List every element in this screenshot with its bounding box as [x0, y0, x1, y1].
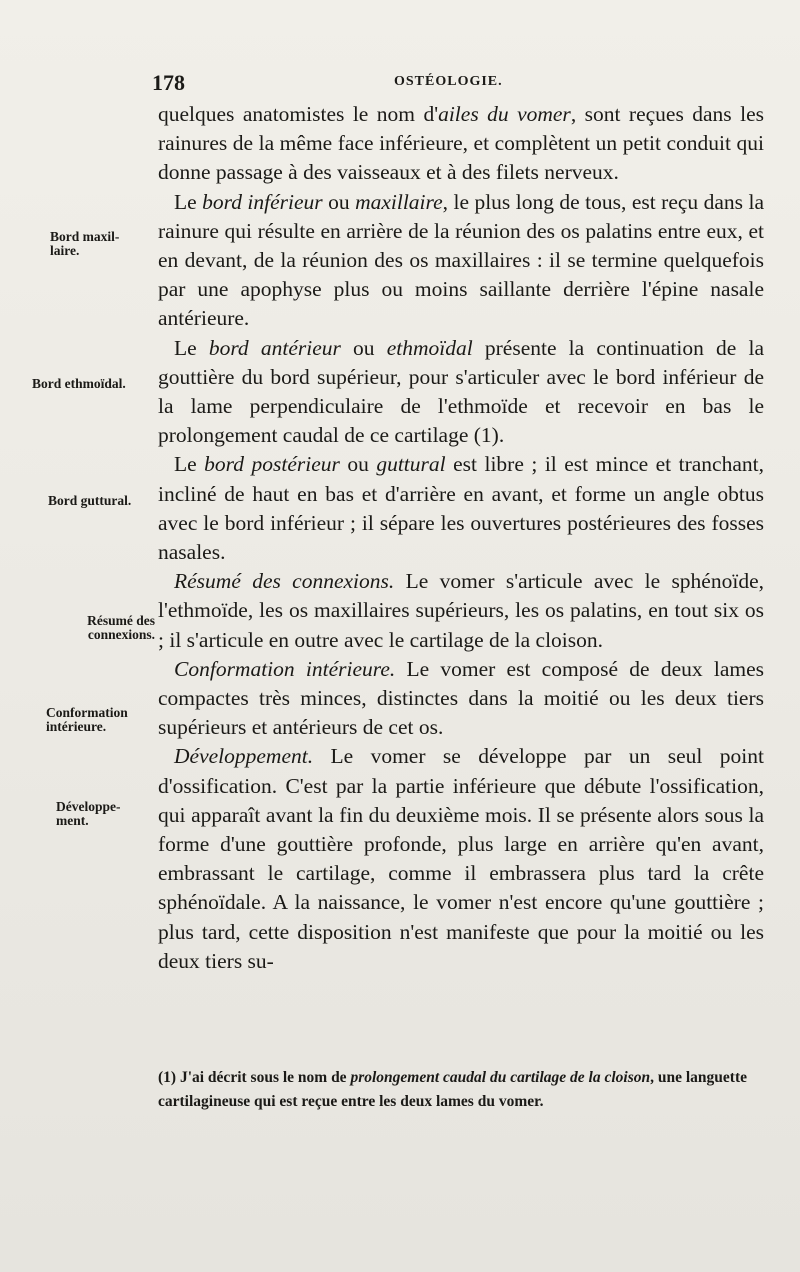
margin-note-conformation: Conformation intérieure.	[46, 705, 128, 734]
footnote-text	[158, 1066, 770, 1114]
margin-note-bord-ethmoidal: Bord ethmoïdal.	[32, 376, 126, 391]
italic-heading: Résumé des connexions.	[174, 569, 395, 594]
margin-notes	[0, 0, 160, 1272]
footnote	[158, 1066, 770, 1114]
paragraph-bord-posterieur	[158, 450, 764, 567]
italic-term: bord antérieur	[208, 335, 341, 360]
italic-heading: Conformation intérieure.	[174, 656, 396, 681]
text-run: Le vomer se développe par un seul point d'ossification. C'est par la partie inférieure que débute l'ossification, qui apparaît avant la fin du deuxième mois. Il se présente alors sous la forme d'une gouttière profonde, plus large en arrière qu'en avant, embrassant le cartilage, comme il embrassera plus tard la crête sphénoïdale. A la naissance, le vomer n'est encore qu'une gouttière ; plus tard, cette disposition n'est manifeste que pour la moitié ou les deux tiers su-	[158, 744, 764, 973]
text-run: présente la continuation de la gouttière du bord supérieur, pour s'articuler avec le bord inférieur de la lame perpendiculaire de l'ethmoïde et recevoir en bas le prolongement caudal de ce cartilage (1).	[158, 335, 765, 448]
paragraph-conformation-interieure	[158, 655, 764, 743]
margin-note-bord-maxillaire: Bord maxil- laire.	[50, 229, 120, 258]
italic-term: guttural	[376, 452, 446, 477]
page-header	[152, 70, 762, 96]
body-text	[158, 100, 764, 976]
text-run: Le	[174, 452, 205, 477]
italic-term: maxillaire	[355, 189, 443, 214]
page-number: 178	[152, 70, 185, 95]
margin-note-developpement: Développe- ment.	[56, 799, 121, 828]
text-run: quelques anatomistes le nom d'	[158, 102, 439, 126]
italic-term: ethmoïdal	[386, 335, 473, 360]
running-head: OSTÉOLOGIE.	[394, 74, 503, 89]
paragraph-bord-inferieur	[158, 188, 764, 334]
italic-term: prolongement caudal du cartilage de la cloison	[350, 1069, 651, 1086]
text-run: ou	[339, 452, 377, 477]
paragraph-bord-anterieur	[158, 334, 764, 451]
text-run: Le	[174, 335, 209, 360]
text-run: Le	[174, 189, 203, 214]
margin-note-resume-connexions: Résumé des connexions.	[87, 613, 155, 642]
text-run: ou	[340, 335, 387, 360]
text-run: , le plus long de tous, est reçu dans la rainure qui résulte en arrière de la réunion des os palatins entre eux, et en devant, de la réunion des os maxillaires : il se termine quelquefois par une apophyse plus ou moins saillante derrière l'épine nasale antérieure.	[158, 189, 764, 331]
paragraph-ailes-du-vomer	[158, 100, 764, 188]
text-run: (1) J'ai décrit sous le nom de	[158, 1069, 351, 1086]
text-run: est libre ; il est mince et tranchant, incliné de haut en bas et d'arrière en avant, et forme un angle obtus avec le bord inférieur ; il sépare les ouvertures postérieures des fosses nasales.	[158, 452, 764, 565]
text-run: Le vomer est composé de deux lames compactes très minces, distinctes dans la moitié ou les deux tiers supérieurs et antérieurs de cet os.	[158, 656, 764, 740]
italic-heading: Développement.	[174, 744, 314, 769]
text-run: , sont reçues dans les rainures de la même face inférieure, et complètent un petit conduit qui donne passage à des vaisseaux et à des filets nerveux.	[158, 102, 765, 185]
text-run: ou	[322, 189, 356, 214]
italic-term: ailes du vomer	[438, 102, 571, 126]
margin-note-bord-guttural: Bord guttural.	[48, 493, 132, 508]
text-run: , une languette cartilagineuse qui est reçue entre les deux lames du vomer.	[158, 1069, 747, 1110]
paragraph-developpement	[158, 742, 764, 976]
italic-term: bord postérieur	[204, 452, 340, 477]
italic-term: bord inférieur	[202, 189, 323, 214]
text-run: Le vomer s'articule avec le sphénoïde, l'ethmoïde, les os maxillaires supérieurs, les os palatins, en tout six os ; il s'articule en outre avec le cartilage de la cloison.	[158, 569, 764, 652]
paragraph-resume-connexions	[158, 567, 764, 655]
